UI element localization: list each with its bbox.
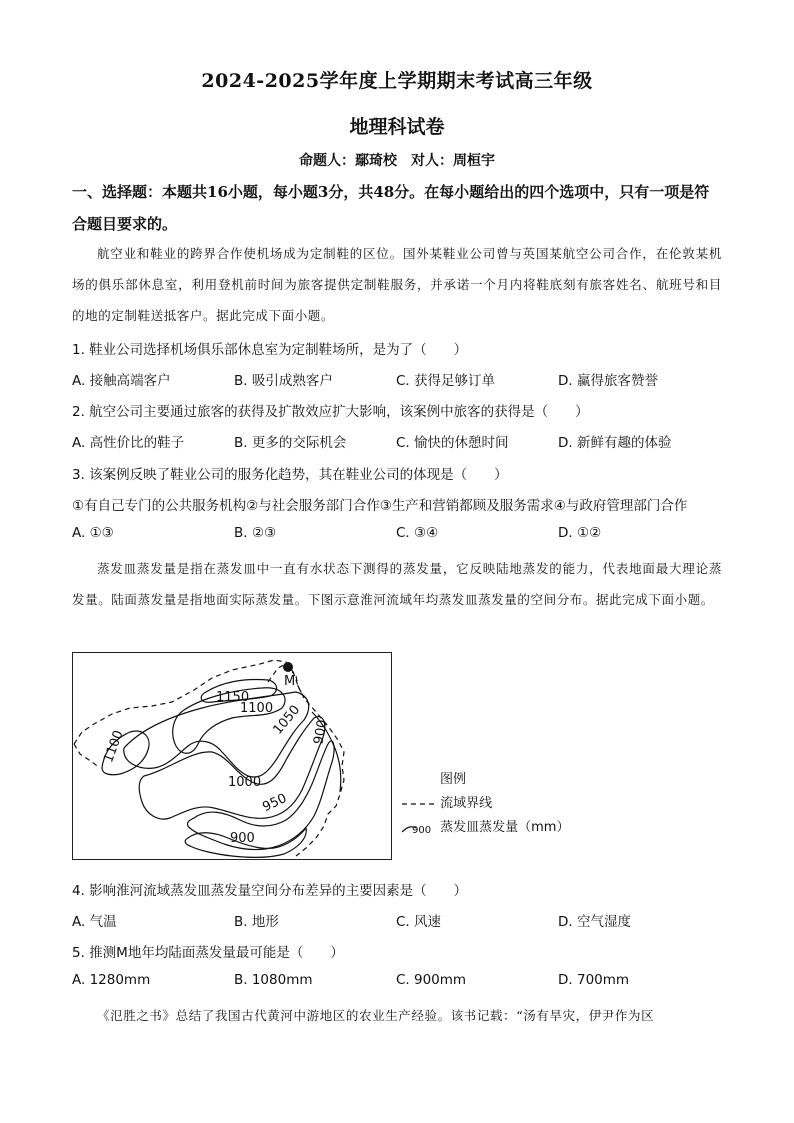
isoline-1000 xyxy=(139,717,325,819)
passage-fanshengzhi: 《氾胜之书》总结了我国古代黄河中游地区的农业生产经验。该书记载：“汤有旱灾，伊尹作为区 xyxy=(97,1008,655,1023)
subject-title: 地理科试卷 xyxy=(349,116,445,138)
option-d[interactable]: D. 新鲜有趣的体验 xyxy=(558,435,672,451)
question-2-stem: 2. 航空公司主要通过旅客的获得及扩散效应扩大影响，该案例中旅客的获得是（ ） xyxy=(72,404,589,420)
question-5-options xyxy=(72,972,732,992)
contour-label: 1050 xyxy=(270,702,304,738)
legend-isoline-label: 蒸发皿蒸发量（mm） xyxy=(440,820,570,835)
map-legend xyxy=(400,766,600,836)
question-1-options xyxy=(72,369,732,389)
option-d[interactable]: D. 空气湿度 xyxy=(558,914,631,930)
contour-label: 1100 xyxy=(240,701,274,716)
legend-isoline-value: 900 xyxy=(412,824,432,836)
legend-isoline-icon xyxy=(400,820,436,836)
question-5-stem: 5. 推测M地年均陆面蒸发量最可能是（ ） xyxy=(72,945,344,961)
option-a[interactable]: A. ①③ xyxy=(72,525,114,541)
question-4-stem: 4. 影响淮河流域蒸发皿蒸发量空间分布差异的主要因素是（ ） xyxy=(72,883,468,899)
question-3-options xyxy=(72,525,732,545)
legend-boundary-row xyxy=(400,792,492,811)
huaihe-evaporation-map xyxy=(72,652,392,860)
contour-label: 1150 xyxy=(216,690,250,705)
exam-title: 2024-2025学年度上学期期末考试高三年级 xyxy=(201,70,593,92)
contour-label: 950 xyxy=(260,791,290,816)
option-c[interactable]: C. 风速 xyxy=(396,914,442,930)
option-a[interactable]: A. 气温 xyxy=(72,914,117,930)
point-m-marker xyxy=(283,662,293,672)
option-a[interactable]: A. 1280mm xyxy=(72,972,151,988)
contour-label: 900 xyxy=(230,831,255,846)
option-a[interactable]: A. 接触高端客户 xyxy=(72,373,171,389)
question-1-stem: 1. 鞋业公司选择机场俱乐部休息室为定制鞋场所，是为了（ ） xyxy=(72,342,468,358)
option-b[interactable]: B. 吸引成熟客户 xyxy=(234,373,333,389)
contour-label: 900 xyxy=(311,718,331,746)
section-heading: 一、选择题：本题共16小题，每小题3分，共48分。在每小题给出的四个选项中，只有一项是符合题目要求的。 xyxy=(72,183,710,233)
legend-isoline-row xyxy=(400,816,569,836)
question-2-options xyxy=(72,431,732,451)
legend-boundary-label: 流域界线 xyxy=(440,796,493,811)
option-c[interactable]: C. ③④ xyxy=(396,525,439,541)
option-a[interactable]: A. 高性价比的鞋子 xyxy=(72,435,185,451)
option-c[interactable]: C. 获得足够订单 xyxy=(396,373,496,389)
point-m-label: M xyxy=(284,674,296,689)
question-4-options xyxy=(72,910,732,930)
contour-label: 1100 xyxy=(101,728,127,765)
option-c[interactable]: C. 900mm xyxy=(396,972,467,988)
option-d[interactable]: D. ①② xyxy=(558,525,602,541)
option-d[interactable]: D. 700mm xyxy=(558,972,630,988)
question-3-stem: 3. 该案例反映了鞋业公司的服务化趋势，其在鞋业公司的体现是（ ） xyxy=(72,467,508,483)
passage-evaporation: 蒸发皿蒸发量是指在蒸发皿中一直有水状态下测得的蒸发量，它反映陆地蒸发的能力，代表地面最大理论蒸发量。陆面蒸发量是指地面实际蒸发量。下图示意淮河流域年均蒸发皿蒸发量的空间分布。据此完成下面小题。 xyxy=(72,561,722,607)
passage-shoes: 航空业和鞋业的跨界合作使机场成为定制鞋的区位。国外某鞋业公司曾与英国某航空公司合作，在伦敦某机场的俱乐部休息室，利用登机前时间为旅客提供定制鞋服务，并承诺一个月内将鞋底刻有旅客姓名、航班号和目的地的定制鞋送抵客户。据此完成下面小题。 xyxy=(72,246,722,323)
option-b[interactable]: B. 地形 xyxy=(234,914,279,930)
option-b[interactable]: B. 1080mm xyxy=(234,972,313,988)
option-d[interactable]: D. 赢得旅客赞誉 xyxy=(558,373,658,389)
question-3-statements: ①有自己专门的公共服务机构②与社会服务部门合作③生产和营销都顾及服务需求④与政府管理部门合作 xyxy=(72,498,688,514)
option-c[interactable]: C. 愉快的休憩时间 xyxy=(396,435,509,451)
option-b[interactable]: B. ②③ xyxy=(234,525,277,541)
contour-label: 1000 xyxy=(228,775,262,790)
legend-title: 图例 xyxy=(440,772,467,787)
option-b[interactable]: B. 更多的交际机会 xyxy=(234,435,347,451)
author-line: 命题人：鄢琦校 对人：周桓宇 xyxy=(299,153,495,169)
legend-dash-icon xyxy=(400,798,436,810)
